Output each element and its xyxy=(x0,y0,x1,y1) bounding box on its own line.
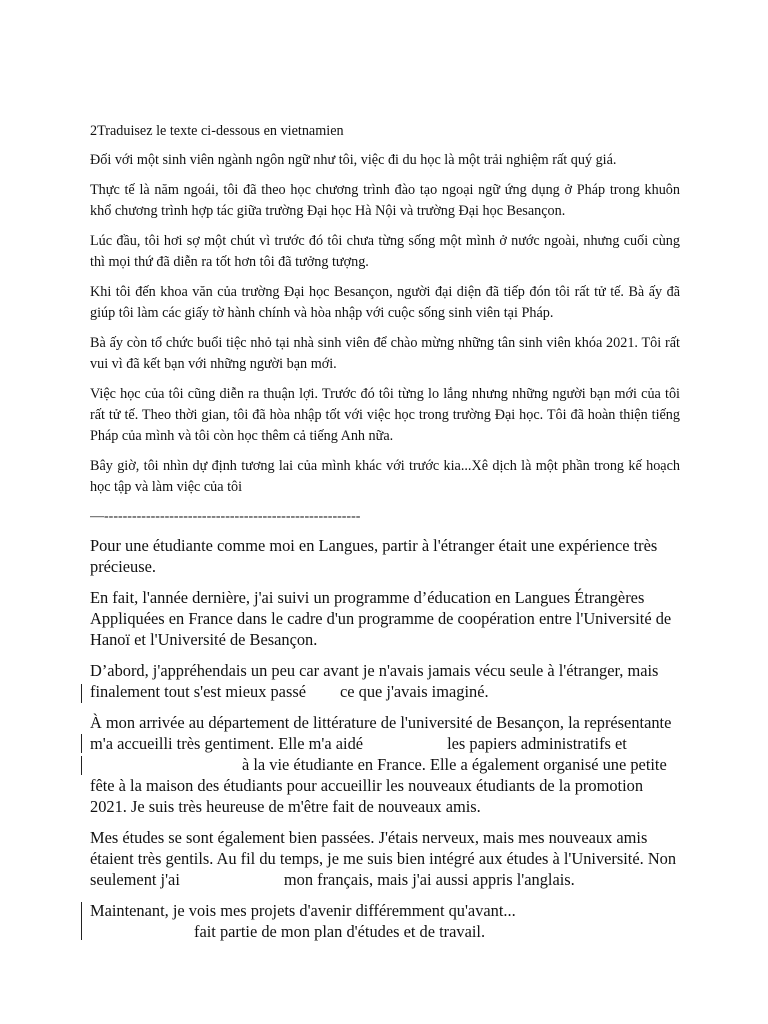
french-line xyxy=(90,869,680,890)
french-paragraph-5 xyxy=(90,827,680,890)
french-paragraph-2 xyxy=(90,587,680,650)
french-line: 2021. Je suis très heureuse de m'être fait de nouveaux amis. xyxy=(90,797,481,816)
revision-bar xyxy=(81,902,82,940)
french-line: Mes études se sont également bien passées. J'étais nerveux, mais mes nouveaux amis xyxy=(90,828,648,847)
french-line xyxy=(90,754,680,775)
revision-bar xyxy=(81,756,82,775)
french-line: Appliquées en France dans le cadre d'un programme de coopération entre l'Université de xyxy=(90,609,672,628)
french-text: finalement tout s'est mieux passé xyxy=(90,682,306,701)
french-line: En fait, l'année dernière, j'ai suivi un programme d’éducation en Langues Étrangères xyxy=(90,588,645,607)
french-text: fait partie de mon plan d'études et de travail. xyxy=(194,922,486,941)
french-line xyxy=(90,681,680,702)
french-line: fête à la maison des étudiants pour accueillir les nouveaux étudiants de la promotion xyxy=(90,776,644,795)
french-paragraph-1 xyxy=(90,535,680,577)
vietnamese-paragraph-7: Bây giờ, tôi nhìn dự định tương lai của mình khác với trước kia...Xê dịch là một phần trong kế hoạch học tập và làm việc của tôi xyxy=(90,458,680,495)
french-line: Maintenant, je vois mes projets d'avenir différemment qu'avant... xyxy=(90,901,516,920)
french-text: ce que j'avais imaginé. xyxy=(339,682,489,701)
french-section xyxy=(90,535,680,942)
vietnamese-paragraph-3: Lúc đầu, tôi hơi sợ một chút vì trước đó tôi chưa từng sống một mình ở nước ngoài, nhưng cuối cùng thì mọi thứ đã diễn ra tốt hơn tôi đã tưởng tượng. xyxy=(90,233,680,270)
revision-bar xyxy=(81,684,82,703)
french-line: précieuse. xyxy=(90,557,156,576)
french-text: mon français, mais j'ai aussi appris l'anglais. xyxy=(283,870,575,889)
french-line: À mon arrivée au département de littérature de l'université de Besançon, la représentante xyxy=(90,713,672,732)
vietnamese-section xyxy=(90,121,680,498)
french-paragraph-4 xyxy=(90,712,680,817)
vietnamese-paragraph-1: Đối với một sinh viên ngành ngôn ngữ như tôi, việc đi du học là một trải nghiệm rất quý giá. xyxy=(90,152,617,168)
french-text: m'a accueilli très gentiment. Elle m'a aidé xyxy=(90,734,364,753)
vietnamese-paragraph-6: Việc học của tôi cũng diễn ra thuận lợi. Trước đó tôi từng lo lắng nhưng những người bạn mới của tôi rất tử tế. Theo thời gian, tôi đã hòa nhập tốt với việc học trong trường Đại học. Tôi đã hoàn thiện tiếng Pháp của mình và tôi còn học thêm cả tiếng Anh nữa. xyxy=(90,386,680,444)
french-line: D’abord, j'appréhendais un peu car avant je n'avais jamais vécu seule à l'étranger, mais xyxy=(90,661,659,680)
vietnamese-paragraph-2: Thực tế là năm ngoái, tôi đã theo học chương trình đào tạo ngoại ngữ ứng dụng ở Pháp trong khuôn khổ chương trình hợp tác giữa trường Đại học Hà Nội và trường Đại học Besançon. xyxy=(90,182,680,219)
vietnamese-paragraph-4: Khi tôi đến khoa văn của trường Đại học Besançon, người đại diện đã tiếp đón tôi rất tử tế. Bà ấy đã giúp tôi làm các giấy tờ hành chính và hòa nhập với cuộc sống sinh viên tại Pháp. xyxy=(90,284,680,321)
french-paragraph-3 xyxy=(90,660,680,702)
french-line: Pour une étudiante comme moi en Langues, partir à l'étranger était une expérience très xyxy=(90,536,658,555)
revision-bar xyxy=(81,734,82,753)
french-text: les papiers administratifs et xyxy=(447,734,627,753)
french-line xyxy=(90,921,680,942)
french-text: à la vie étudiante en France. Elle a également organisé une petite xyxy=(242,755,667,774)
french-line: étaient très gentils. Au fil du temps, je me suis bien intégré aux études à l'Université. Non xyxy=(90,849,677,868)
vietnamese-paragraph-5: Bà ấy còn tổ chức buổi tiệc nhỏ tại nhà sinh viên để chào mừng những tân sinh viên khóa 2021. Tôi rất vui vì đã kết bạn với những người bạn mới. xyxy=(90,335,680,372)
section-separator: —------------------------------------------------------- xyxy=(90,509,361,524)
french-paragraph-6 xyxy=(90,900,680,942)
exercise-heading: 2Traduisez le texte ci-dessous en vietnamien xyxy=(90,123,344,139)
french-line xyxy=(90,733,680,754)
french-text: seulement j'ai xyxy=(90,870,180,889)
document-page xyxy=(90,121,680,952)
french-line: Hanoï et l'Université de Besançon. xyxy=(90,630,318,649)
